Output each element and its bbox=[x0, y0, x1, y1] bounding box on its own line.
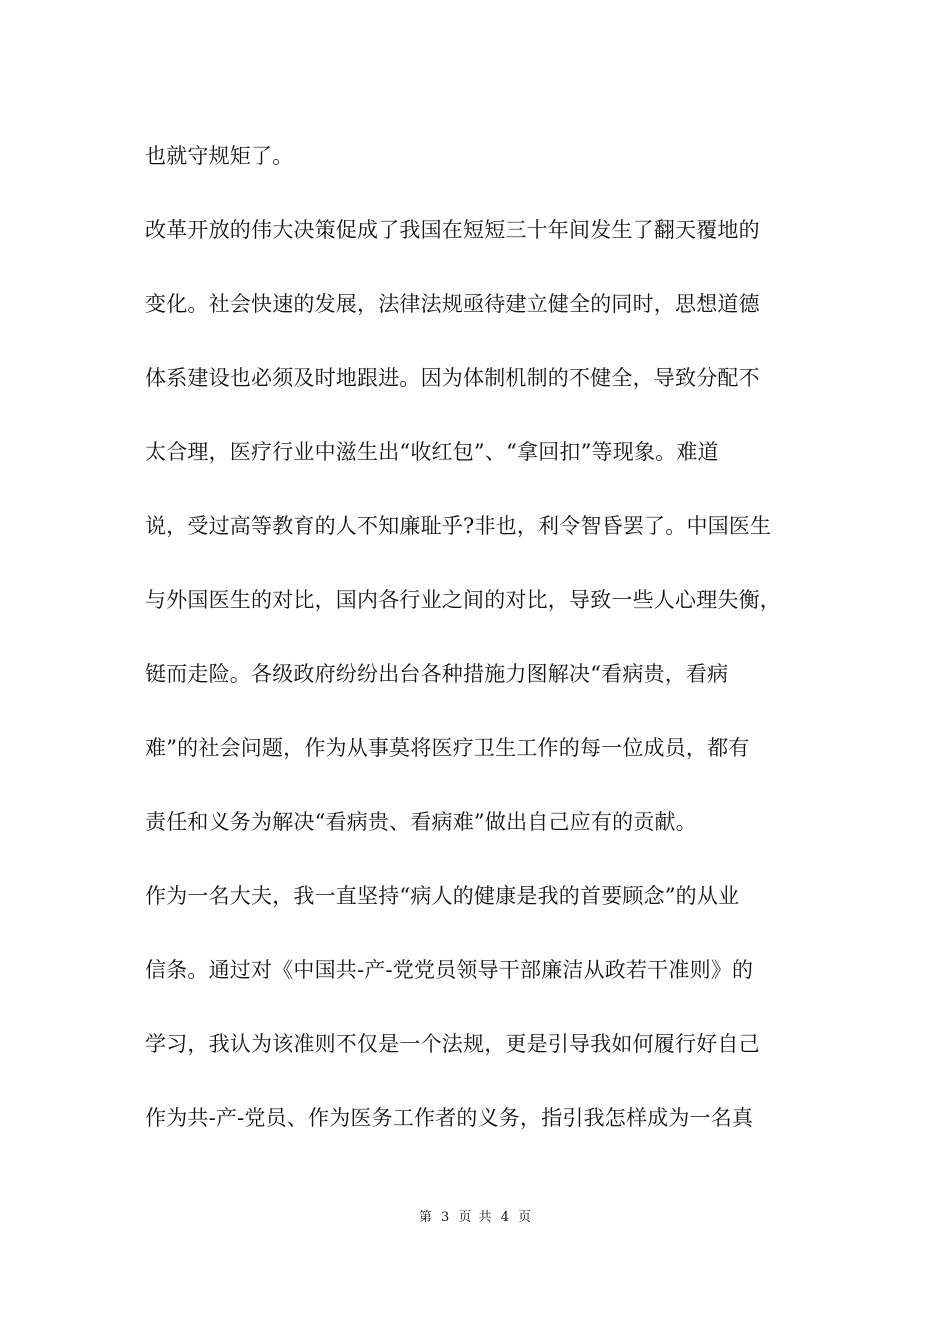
page-label-suffix: 页 bbox=[518, 1210, 532, 1225]
body-text-line: 信条。通过对《中国共-产-党党员领导干部廉洁从政若干准则》的 bbox=[145, 958, 754, 982]
body-text-line: 与外国医生的对比，国内各行业之间的对比，导致一些人心理失衡， bbox=[145, 588, 781, 612]
page-footer bbox=[0, 1209, 950, 1227]
body-text-line: 作为一名大夫，我一直坚持“病人的健康是我的首要顾念”的从业 bbox=[145, 884, 740, 908]
body-text-line: 作为共-产-党员、作为医务工作者的义务，指引我怎样成为一名真 bbox=[145, 1106, 754, 1130]
body-text-line: 变化。社会快速的发展，法律法规亟待建立健全的同时，思想道德 bbox=[145, 292, 760, 316]
page-label-prefix: 第 bbox=[418, 1210, 432, 1225]
body-text-line: 说，受过高等教育的人不知廉耻乎?非也，利令智昏罢了。中国医生 bbox=[145, 514, 772, 538]
body-text-line: 铤而走险。各级政府纷纷出台各种措施力图解决“看病贵，看病 bbox=[145, 662, 729, 686]
body-text-line: 学习，我认为该准则不仅是一个法规，更是引导我如何履行好自己 bbox=[145, 1032, 760, 1056]
body-text-line: 难”的社会问题，作为从事莫将医疗卫生工作的每一位成员，都有 bbox=[145, 736, 750, 760]
body-text-line: 也就守规矩了。 bbox=[145, 144, 294, 168]
total-pages-number: 4 bbox=[500, 1210, 509, 1225]
body-text-line: 责任和义务为解决“看病贵、看病难”做出自己应有的贡献。 bbox=[145, 810, 697, 834]
page-label-mid: 页 共 bbox=[458, 1210, 492, 1225]
body-text-line: 改革开放的伟大决策促成了我国在短短三十年间发生了翻天覆地的 bbox=[145, 218, 760, 242]
body-text-line: 太合理，医疗行业中滋生出“收红包”、“拿回扣”等现象。难道 bbox=[145, 440, 719, 464]
body-text-line: 体系建设也必须及时地跟进。因为体制机制的不健全，导致分配不 bbox=[145, 366, 760, 390]
current-page-number: 3 bbox=[441, 1210, 450, 1225]
